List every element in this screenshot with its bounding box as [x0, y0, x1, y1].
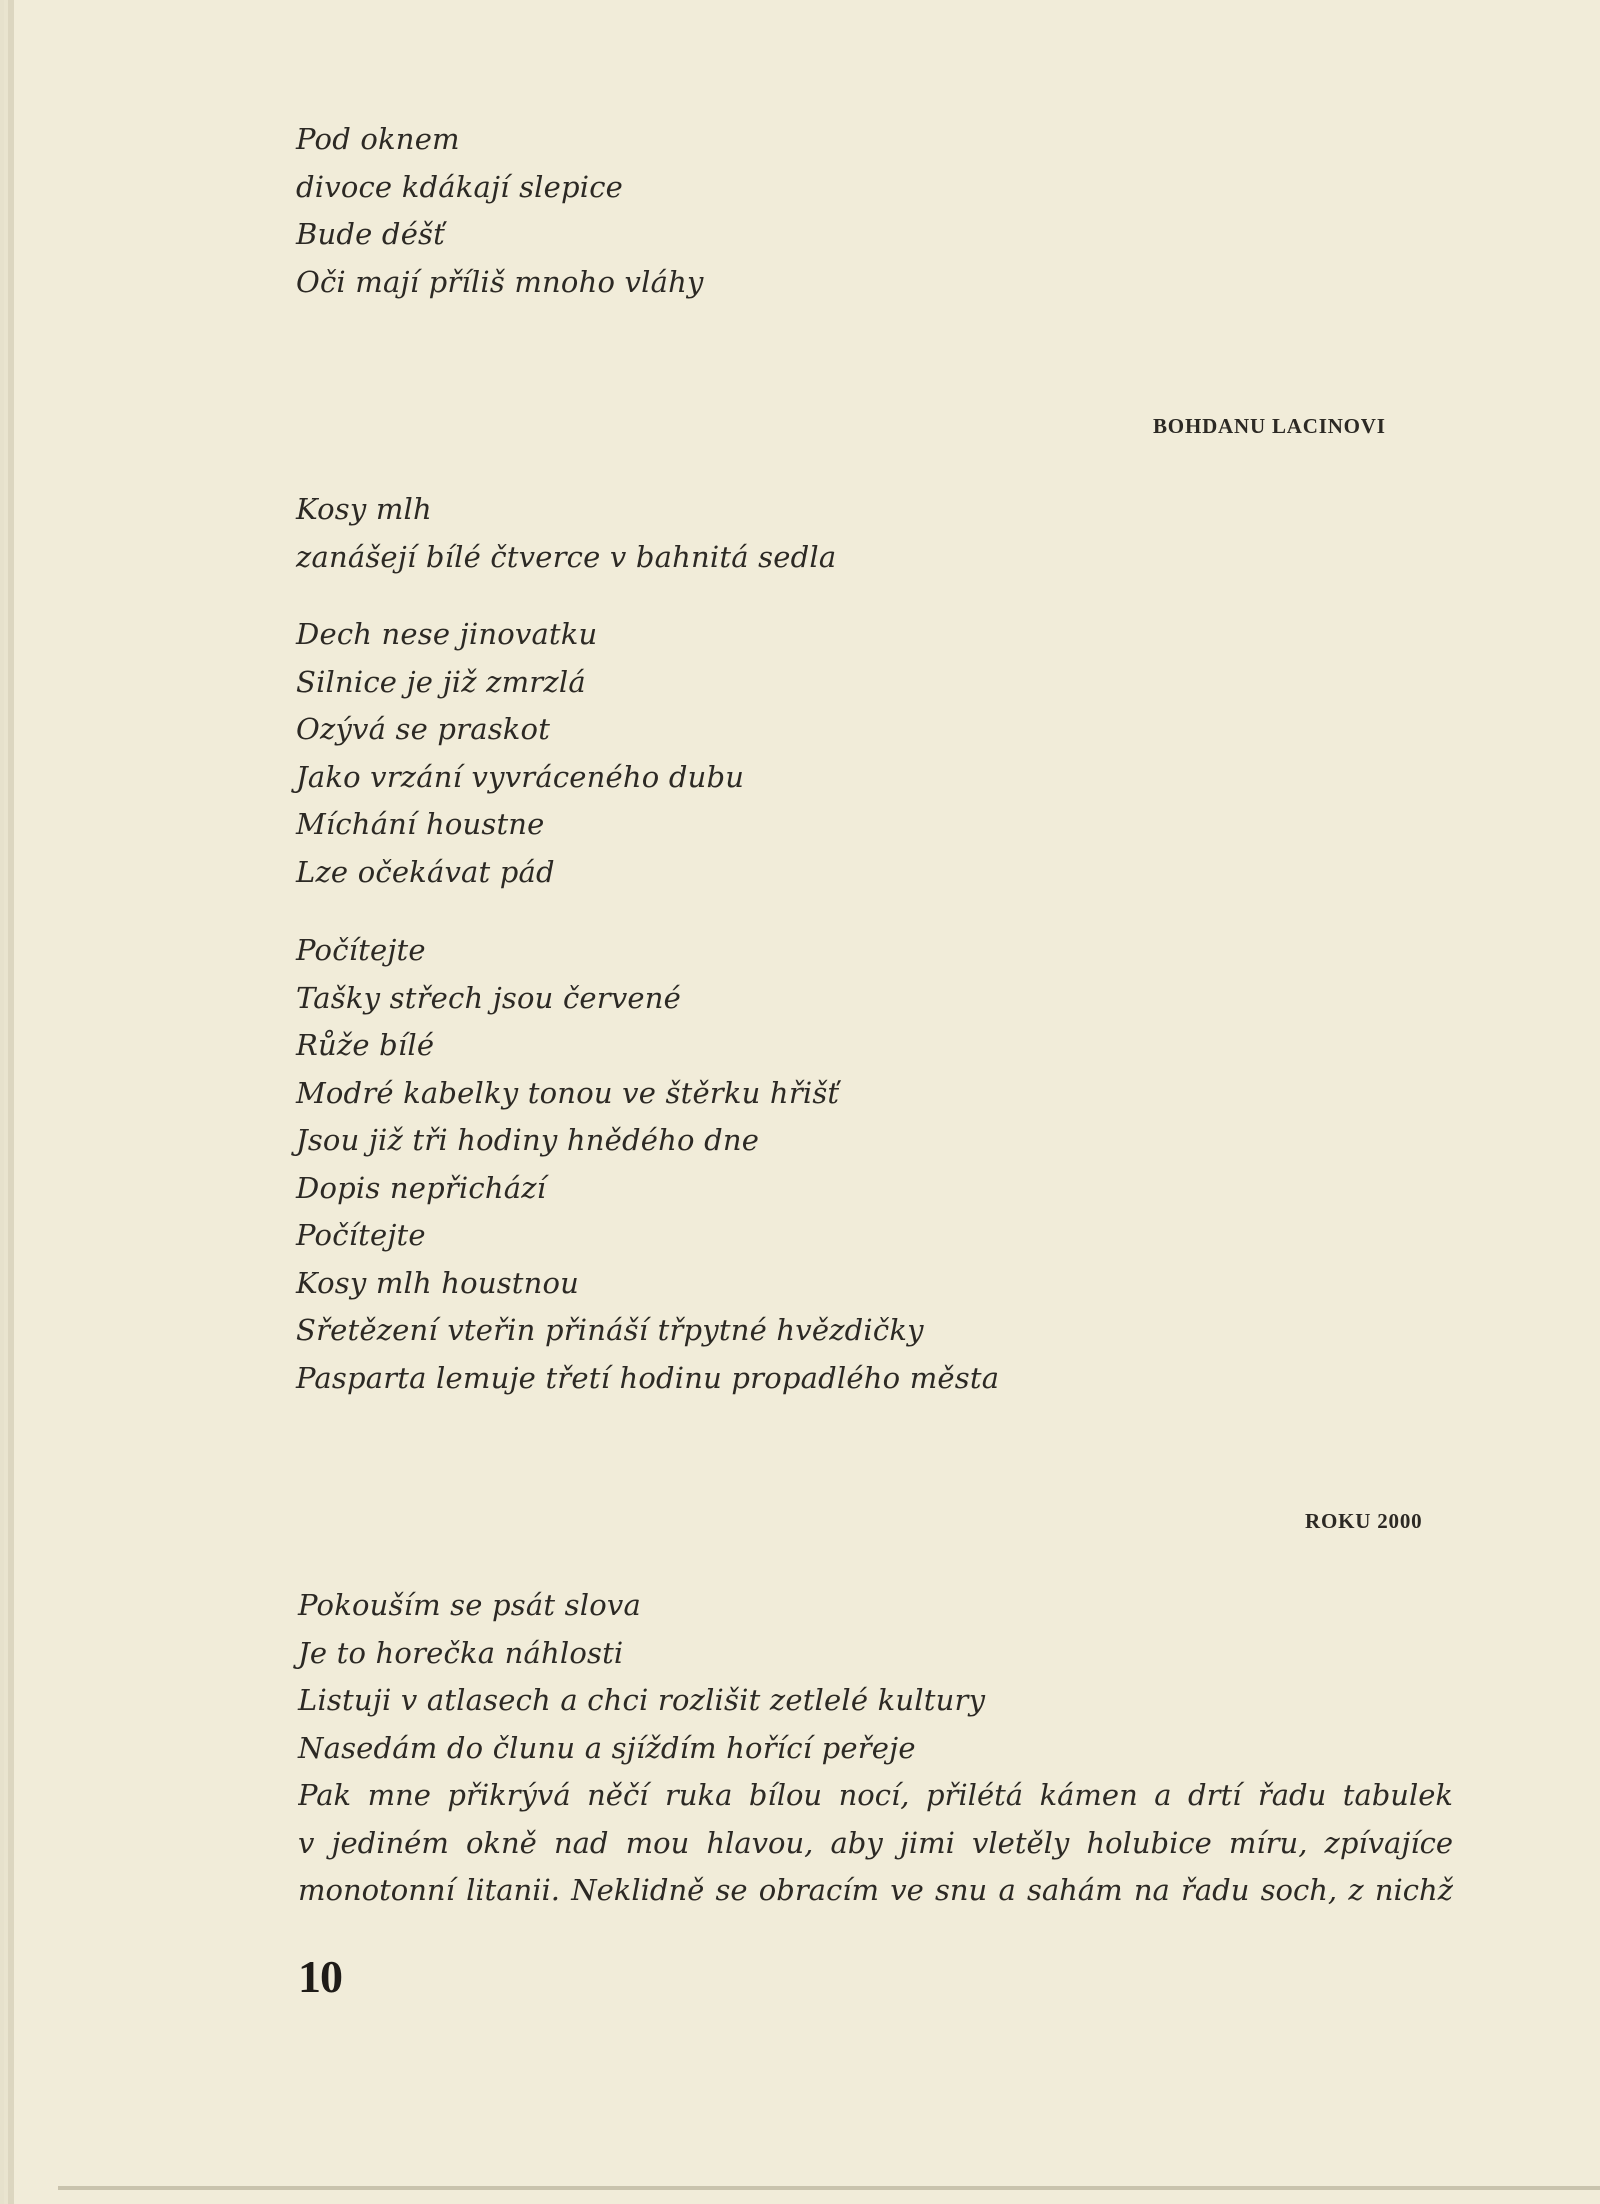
- prose-line: v jediném okně nad mou hlavou, aby jimi vletěly holubice míru, zpívajíce: [298, 1825, 1453, 1860]
- poem-line: divoce kdákají slepice: [296, 169, 624, 204]
- poem-line: Růže bílé: [296, 1028, 435, 1062]
- poem-line: Nasedám do člunu a sjíždím hořící peřeje: [298, 1730, 916, 1765]
- dedication: BOHDANU LACINOVI: [1153, 414, 1386, 438]
- poem-line: Listuji v atlasech a chci rozlišit zetlelé kultury: [298, 1683, 986, 1717]
- poem-line: Tašky střech jsou červené: [296, 980, 682, 1015]
- page-edge: [58, 2186, 1600, 2190]
- poem-line: Jsou již tři hodiny hnědého dne: [296, 1123, 760, 1157]
- poem-line: Jako vrzání vyvráceného dubu: [296, 759, 745, 794]
- poem-line: Sřetězení vteřin přináší třpytné hvězdičky: [296, 1313, 924, 1347]
- poem-1: [296, 116, 704, 306]
- poem-line: Dopis nepřichází: [296, 1170, 547, 1205]
- poem-line: Kosy mlh: [296, 492, 432, 526]
- poem-line: Počítejte: [296, 1218, 426, 1252]
- poem-2-stanza-3: [296, 927, 999, 1402]
- poem-title: ROKU 2000: [1305, 1509, 1423, 1533]
- poem-2-stanza-1: [296, 486, 836, 581]
- poem-line: Oči mají příliš mnoho vláhy: [296, 264, 704, 299]
- poem-line: Je to horečka náhlosti: [298, 1635, 624, 1670]
- poem-line: Dech nese jinovatku: [296, 617, 598, 651]
- page-number: 10: [298, 1951, 342, 2002]
- poem-line: Ozývá se praskot: [296, 712, 551, 746]
- poem-line: Počítejte: [296, 933, 426, 967]
- poem-line: Pokouším se psát slova: [298, 1588, 641, 1622]
- prose-line: monotonní litanii. Neklidně se obracím ve snu a sahám na řadu soch, z nichž: [298, 1873, 1453, 1907]
- poem-line: Pod oknem: [296, 122, 460, 156]
- poem-line: Modré kabelky tonou ve štěrku hřišť: [296, 1075, 840, 1110]
- poem-line: Bude déšť: [296, 217, 445, 251]
- poem-3: [298, 1582, 1453, 1915]
- poem-line: Kosy mlh houstnou: [296, 1265, 580, 1300]
- poem-line: Pasparta lemuje třetí hodinu propadlého města: [296, 1360, 1000, 1395]
- poem-line: Míchání houstne: [296, 807, 545, 841]
- poem-line: Silnice je již zmrzlá: [296, 664, 586, 699]
- poem-line: zanášejí bílé čtverce v bahnitá sedla: [296, 539, 837, 574]
- prose-line: Pak mne přikrývá něčí ruka bílou nocí, přilétá kámen a drtí řadu tabulek: [298, 1778, 1453, 1812]
- poem-2-stanza-2: [296, 611, 744, 896]
- poem-line: Lze očekávat pád: [296, 854, 555, 889]
